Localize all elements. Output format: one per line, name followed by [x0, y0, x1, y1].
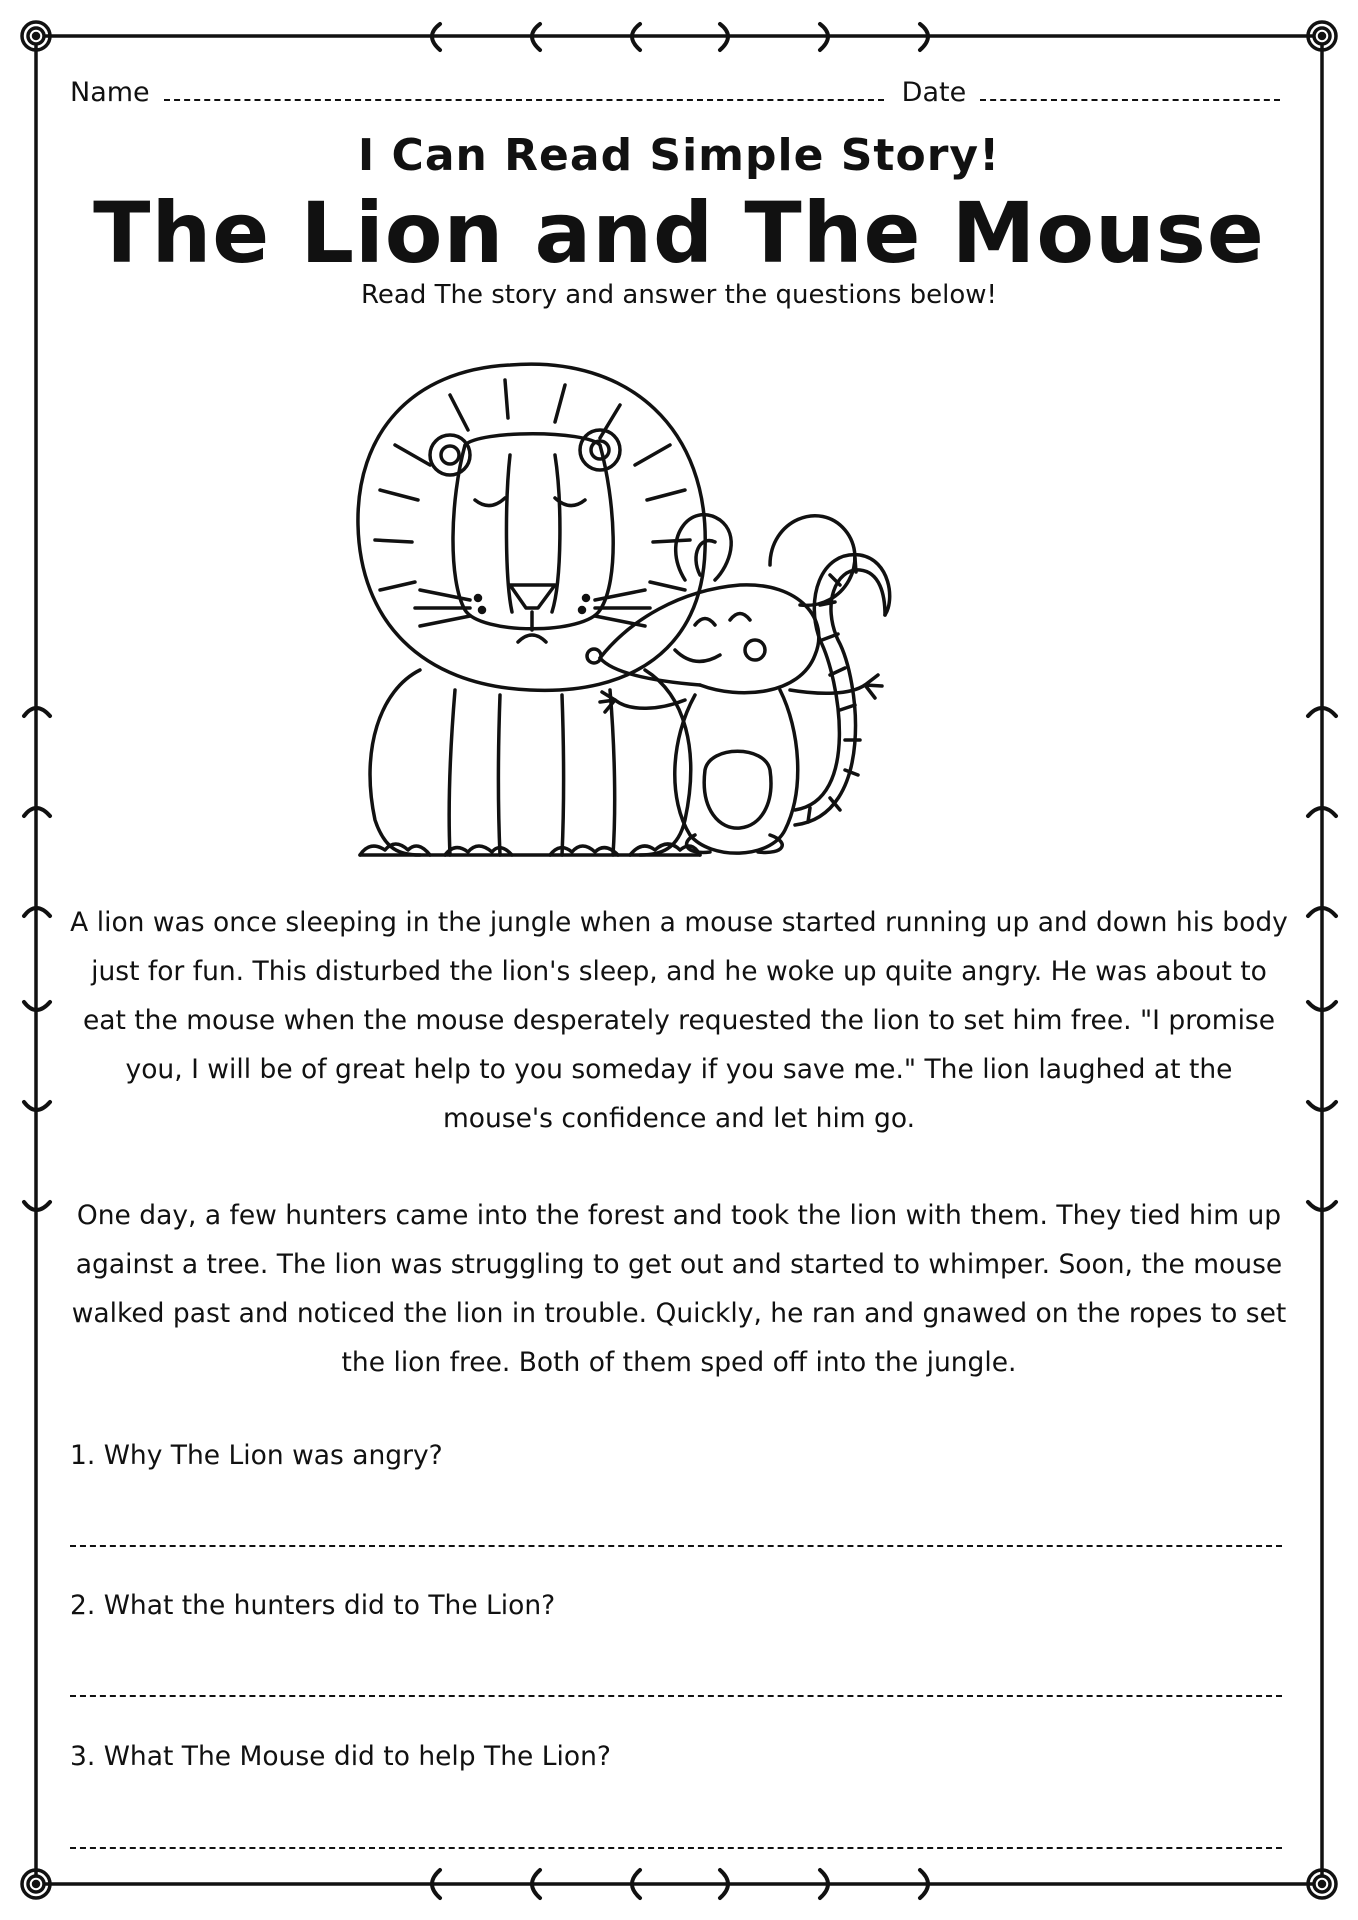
question-3: 3. What The Mouse did to help The Lion? [70, 1741, 611, 1772]
question-1: 1. Why The Lion was angry? [70, 1440, 443, 1471]
page-title: The Lion and The Mouse [93, 184, 1265, 282]
worksheet-subtitle: I Can Read Simple Story! [357, 130, 1001, 181]
name-label: Name [70, 77, 150, 108]
lion-mouse-illustration [300, 350, 1080, 890]
date-field[interactable] [980, 99, 1280, 101]
answer-line-3[interactable] [70, 1847, 1282, 1849]
story-paragraph-2: One day, a few hunters came into the forest and took the lion with them. They tied him up against a tree. The lion was struggling to get out and started to whimper. Soon, the mouse walked past and noticed the lion in trouble. Quickly, he ran and gnawed on the ropes to set the lion free. Both of them sped off into the jungle. [71, 1200, 1287, 1378]
answer-line-1[interactable] [70, 1545, 1282, 1547]
lion-icon [358, 364, 705, 855]
instructions: Read The story and answer the questions below! [361, 280, 997, 310]
answer-line-2[interactable] [70, 1695, 1282, 1697]
date-label: Date [901, 77, 967, 108]
story-paragraph-1: A lion was once sleeping in the jungle when a mouse started running up and down his body just for fun. This disturbed the lion's sleep, and he woke up quite angry. He was about to eat the mouse when the mouse desperately requested the lion to set him free. "I promise you, I will be of great help to you someday if you save me." The lion laughed at the mouse's confidence and let him go. [70, 907, 1288, 1134]
mouse-icon [587, 515, 890, 853]
name-date-row [70, 64, 1290, 108]
question-2: 2. What the hunters did to The Lion? [70, 1590, 556, 1621]
name-field[interactable] [164, 99, 884, 101]
